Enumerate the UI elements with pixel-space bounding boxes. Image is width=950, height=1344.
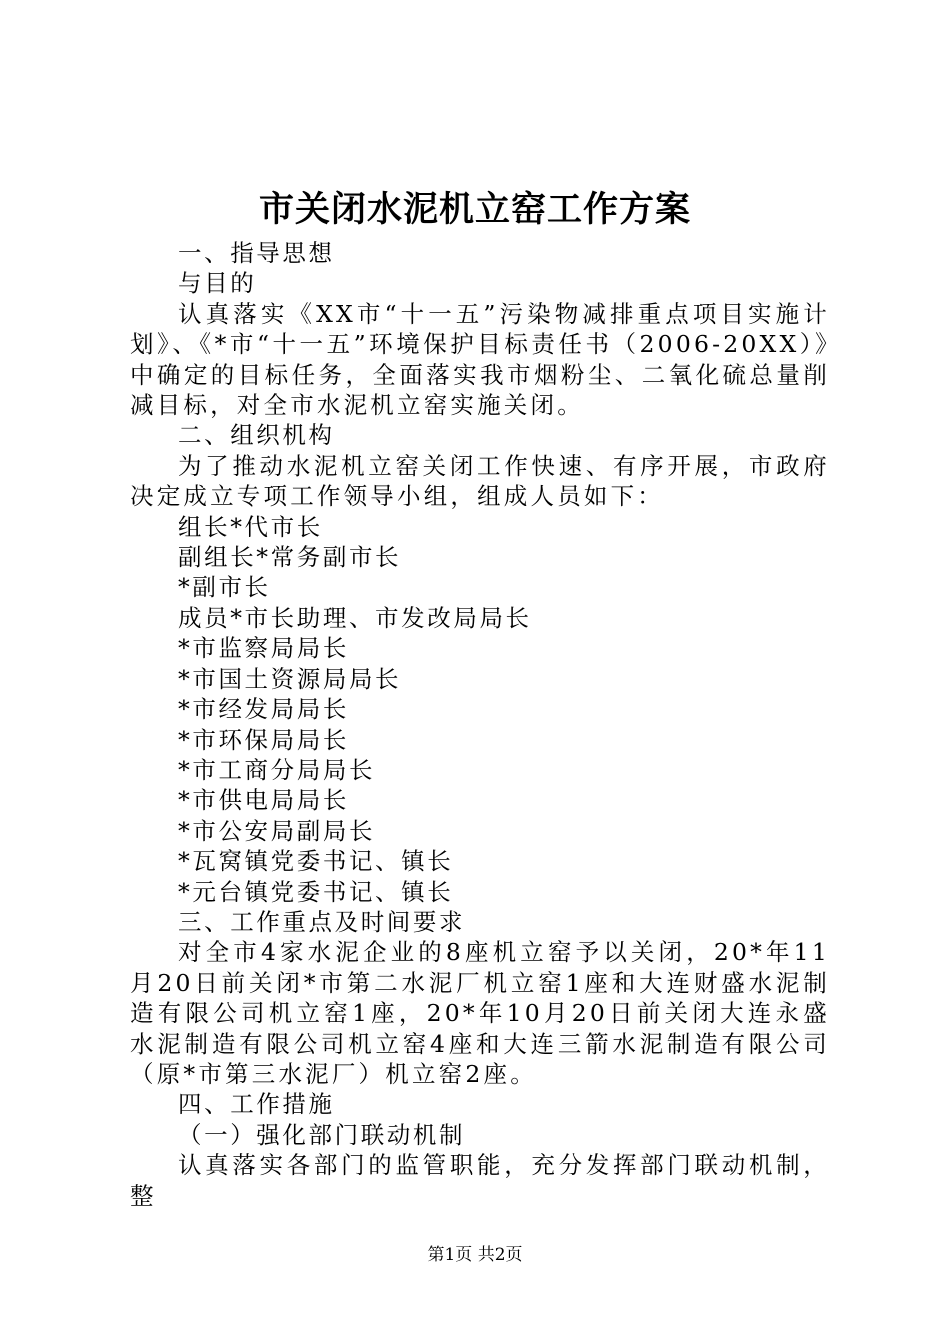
member-line: *市环保局局长 [178, 725, 349, 754]
paragraph: 认真落实各部门的监管职能，充分发挥部门联动机制，整 [130, 1151, 830, 1210]
member-line: *市供电局局长 [178, 786, 349, 815]
paragraph: 为了推动水泥机立窑关闭工作快速、有序开展，市政府决定成立专项工作领导小组，组成人员如下： [130, 451, 830, 511]
section-heading: 三、工作重点及时间要求 [178, 907, 466, 936]
document-body [130, 238, 830, 1211]
section-heading: 二、组织机构 [178, 421, 335, 450]
member-line: *市国土资源局局长 [178, 664, 402, 693]
member-line: *副市长 [178, 573, 271, 602]
section-heading: 四、工作措施 [178, 1090, 335, 1119]
member-line: *元台镇党委书记、镇长 [178, 877, 454, 906]
section-heading: 一、指导思想 [178, 239, 335, 267]
member-line: *市公安局副局长 [178, 816, 376, 845]
paragraph: 对全市4家水泥企业的8座机立窑予以关闭，20*年11月20日前关闭*市第二水泥厂机立窑1座和大连财盛水泥制造有限公司机立窑1座，20*年10月20日前关闭大连永盛水泥制造有限公司机立窑4座和大连三箭水泥制造有限公司（原*市第三水泥厂）机立窑2座。 [130, 938, 830, 1088]
paragraph: 认真落实《XX市“十一五”污染物减排重点项目实施计划》、《*市“十一五”环境保护目标责任书（2006-20XX）》中确定的目标任务，全面落实我市烟粉尘、二氧化硫总量削减目标，对全市水泥机立窑实施关闭。 [130, 299, 830, 420]
subsection-heading: （一）强化部门联动机制 [178, 1120, 466, 1149]
document-title: 市关闭水泥机立窑工作方案 [258, 189, 691, 230]
member-line: *市经发局局长 [178, 695, 349, 724]
section-heading-continued: 与目的 [178, 269, 257, 298]
page-footer: 第1页 共2页 [427, 1245, 523, 1265]
member-line: *市工商分局局长 [178, 755, 376, 784]
member-line: 副组长*常务副市长 [178, 543, 402, 572]
member-line: 成员*市长助理、市发改局局长 [178, 603, 532, 632]
member-line: *瓦窝镇党委书记、镇长 [178, 847, 454, 876]
member-line: *市监察局局长 [178, 634, 349, 663]
member-line: 组长*代市长 [178, 512, 323, 541]
